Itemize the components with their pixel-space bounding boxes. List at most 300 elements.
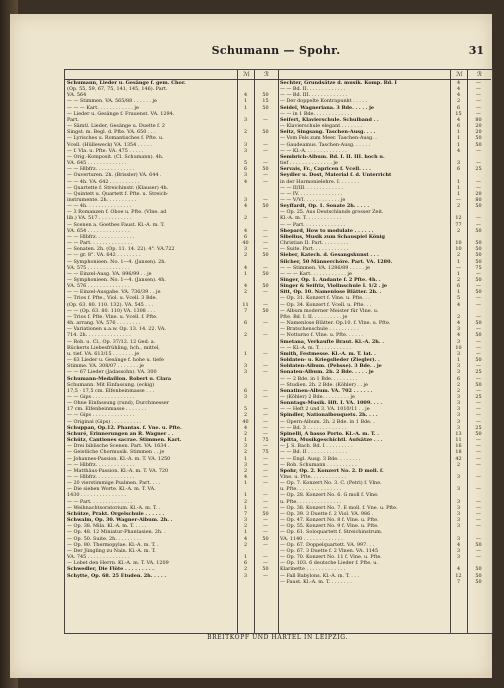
entry-price-pfennig: 50 bbox=[262, 203, 269, 210]
entry-price-marks: 3 bbox=[456, 338, 461, 345]
entry-title: — — Stimmen. VA. 1286/89 . . . . . je bbox=[280, 264, 370, 271]
pfennig-header: ℛ bbox=[254, 70, 278, 79]
entry-price-pfennig: — bbox=[476, 344, 481, 351]
entry-title: VA. 576 . . . . . . . . . . . . . . bbox=[67, 283, 130, 290]
entry-price-marks: 2 bbox=[243, 541, 248, 548]
entry-title: Soldaten- u. Kriegslieder (Ziegler). . bbox=[280, 357, 380, 364]
entry-title: — Der Jüngling zu Nain. Kl.-A. m. T. bbox=[67, 547, 156, 554]
entry-price-marks: 4 bbox=[243, 474, 248, 480]
entry-price-marks: 1 bbox=[456, 141, 461, 148]
entry-title: — Symphonieen. No. 1—4. (Jansen). 4h. bbox=[67, 277, 166, 283]
entry-price-pfennig: — bbox=[263, 541, 268, 548]
entry-title: — Weihnachtsoratorium. Kl.-A. m. T. . bbox=[67, 504, 161, 511]
entry-title: — Sämtl. Lieder, Gesänge u. Duette f. 2 bbox=[67, 123, 166, 130]
entry-price-pfennig: — bbox=[476, 504, 481, 511]
entry-title: Singer & Seifriz, Violinschule I. 1/2 . je bbox=[280, 283, 387, 290]
entry-price-pfennig: 75 bbox=[262, 437, 269, 444]
entry-price-pfennig: 80 bbox=[475, 196, 482, 203]
entry-title: 4h. arrang. VA. 576 . . . . . . . . bbox=[67, 320, 141, 327]
entry-price-marks: 5 bbox=[243, 160, 248, 167]
entry-price-pfennig: — bbox=[263, 504, 268, 511]
entry-price-marks: 3 bbox=[243, 116, 248, 123]
entry-title: VA. 564 bbox=[67, 92, 87, 99]
entry-price-marks: 4 bbox=[243, 227, 248, 234]
entry-price-pfennig: — bbox=[263, 264, 268, 271]
entry-price-pfennig: — bbox=[476, 375, 481, 382]
entry-price-pfennig: 75 bbox=[262, 449, 269, 456]
entry-price-marks: 3 bbox=[456, 554, 461, 561]
entry-title: VA. 745 . . . . . . . . . . . . . . bbox=[67, 554, 130, 561]
entry-price-marks: 3 bbox=[456, 535, 461, 542]
entry-title: — Op. 39. 3 Duette f. 2 Viol. VA. 986 . bbox=[280, 510, 374, 517]
entry-title: — Scenen a. Goethes Faust. Kl.-A. m. T. bbox=[67, 221, 165, 228]
entry-price-pfennig: — bbox=[263, 480, 268, 487]
entry-price-pfennig: — bbox=[263, 443, 268, 450]
entry-price-pfennig: — bbox=[476, 215, 481, 222]
entry-price-pfennig: 50 bbox=[262, 283, 269, 290]
entry-price-marks: 5 bbox=[456, 295, 461, 302]
entry-price-marks: 3 bbox=[456, 400, 461, 407]
entry-price-marks: 2 bbox=[456, 98, 461, 105]
entry-price-pfennig: 25 bbox=[475, 166, 482, 173]
entry-price-marks: 4 bbox=[243, 283, 248, 290]
entry-title: Seifert, Klavierschule. Schulband . . bbox=[280, 116, 379, 123]
entry-price-pfennig: 50 bbox=[475, 246, 482, 253]
entry-title: u. tief. VA. 613/15 . . . . . . . je bbox=[67, 350, 140, 357]
entry-price-pfennig: 50 bbox=[475, 277, 482, 283]
entry-title: Kl.-A. m. T. . . . . . . . . . . . bbox=[280, 215, 342, 222]
entry-price-pfennig: 50 bbox=[475, 578, 482, 585]
entry-price-pfennig: — bbox=[263, 461, 268, 468]
entry-price-pfennig: 50 bbox=[262, 92, 269, 99]
entry-price-pfennig: 25 bbox=[475, 393, 482, 400]
entry-price-marks: 3 bbox=[456, 406, 461, 413]
entry-title: — Lyrisches u. Romantisches f. Pfte. u. bbox=[67, 135, 164, 142]
entry-price-marks: 4 bbox=[243, 535, 248, 542]
entry-price-pfennig: — bbox=[476, 517, 481, 524]
entry-price-marks: 42 bbox=[455, 455, 462, 462]
entry-price-marks: 6 bbox=[456, 104, 461, 111]
entry-price-marks: 2 bbox=[456, 277, 461, 283]
entry-price-marks: 4 bbox=[456, 332, 461, 339]
entry-price-marks: 4 bbox=[456, 541, 461, 548]
entry-title: (Op. 63. 80. 110. 132). VA. 545 . . . bbox=[67, 301, 154, 308]
entry-title: 714. 2h. . . . . . . . . . . . . . . bbox=[67, 332, 131, 339]
entry-price-pfennig: — bbox=[263, 406, 268, 413]
entry-title: — — Kl.-A. . . . . . . . . . . . . . bbox=[280, 147, 347, 154]
entry-title: — — Stimmen. VA. 565/88 . . . . . . je bbox=[67, 98, 157, 105]
entry-price-pfennig: — bbox=[263, 227, 268, 234]
entry-price-pfennig: 50 bbox=[475, 141, 482, 148]
entry-title: — — 4h. . . . . . . . . . . . . . . bbox=[67, 203, 132, 210]
entry-price-marks: 6 bbox=[456, 123, 461, 130]
entry-title: — Matthäus-Passion. Kl.-A. m. T. VA. 720 bbox=[67, 467, 169, 474]
entry-title: Silcher, 50 Männerchöre. Part. VA. 1280. bbox=[280, 258, 393, 265]
entry-price-pfennig: — bbox=[263, 474, 268, 480]
entry-price-marks: 4 bbox=[456, 320, 461, 327]
entry-price-marks: 7 bbox=[243, 510, 248, 517]
entry-price-pfennig: 50 bbox=[475, 566, 482, 573]
entry-price-marks: 2 bbox=[243, 449, 248, 456]
entry-price-pfennig: — bbox=[263, 301, 268, 308]
left-column bbox=[65, 70, 279, 633]
entry-title: Schwalm, Op. 30. Wagner-Album. 2h. . bbox=[67, 517, 173, 524]
entry-title: — Quartette f. Streichinstr. (Klauser) 4h. bbox=[67, 184, 169, 191]
entry-title: Singst. m. Begl. d. Pfte. VA. 650 . . . bbox=[67, 129, 156, 136]
entry-price-pfennig: — bbox=[263, 196, 268, 203]
entry-price-pfennig: 50 bbox=[475, 381, 482, 388]
entry-title: Sembrich-Album. Bd. I. II. III. hoch u. bbox=[280, 153, 385, 160]
entry-price-pfennig: — bbox=[476, 363, 481, 370]
page-header bbox=[62, 44, 490, 60]
entry-price-pfennig: — bbox=[263, 172, 268, 179]
entry-title: VA. 645 . . . . . . . . . . . . . bbox=[67, 160, 127, 167]
entry-price-marks: 1 bbox=[243, 480, 248, 487]
entry-price-pfennig: — bbox=[476, 387, 481, 394]
entry-price-marks: — bbox=[456, 196, 461, 203]
entry-title: — — IV. . . . . . . . . . . . . . . bbox=[280, 190, 343, 197]
entry-title: — Op. 67. Doppelquartett. VA. 997. . . bbox=[280, 541, 374, 548]
entry-price-pfennig: — bbox=[263, 560, 268, 567]
entry-title: Sitt, Op. 10. Namenlose Blätter. 2h. . bbox=[280, 289, 382, 296]
entry-price-pfennig: — bbox=[263, 412, 268, 419]
entry-title: VA. 1140 . . . . . . . . . . . . . bbox=[280, 535, 343, 542]
entry-price-marks: 1 bbox=[243, 437, 248, 444]
entry-title: — — Part. . . . . . . . . . . . . . bbox=[280, 221, 346, 228]
pfennig-header: ℛ bbox=[467, 70, 491, 79]
entry-price-marks: 16 bbox=[455, 443, 462, 450]
entry-title: — — Part. . . . . . . . . . . . . . bbox=[67, 240, 133, 247]
entry-title: Spindler, Nationalbouquets. 2h. . . . bbox=[280, 412, 378, 419]
entry-price-marks: 3 bbox=[243, 196, 248, 203]
entry-title: — Rob. u. Cl., Op. 37/12. 12 Ged. a. bbox=[67, 338, 156, 345]
entry-price-pfennig: 20 bbox=[475, 190, 482, 197]
entry-price-marks: 4 bbox=[456, 116, 461, 123]
entry-price-pfennig: — bbox=[476, 283, 481, 290]
entry-title: — Suite. Part. . . . . . . . . . . . bbox=[280, 246, 349, 253]
entry-title: — Original (Gips) . . . . . . . . . . bbox=[67, 418, 142, 425]
entry-title: Schumann, Lieder u. Gesänge f. gem. Chor. bbox=[67, 80, 186, 86]
entry-price-marks: 3 bbox=[456, 363, 461, 370]
entry-title: Seydler u. Dost, Material f. d. Unterricht bbox=[280, 172, 392, 179]
entry-price-pfennig: — bbox=[263, 529, 268, 536]
entry-price-pfennig: — bbox=[476, 98, 481, 105]
entry-title: — Gaudeamus. Taschen-Ausg. . . . . . bbox=[280, 141, 371, 148]
entry-price-marks: 7 bbox=[243, 307, 248, 314]
entry-price-pfennig: — bbox=[263, 147, 268, 154]
entry-price-pfennig: — bbox=[476, 92, 481, 99]
entry-price-pfennig: — bbox=[263, 424, 268, 431]
entry-price-pfennig: — bbox=[263, 572, 268, 579]
entry-title: — 3 Romanzen f. Oboe u. Pfte. (Vlne. ad bbox=[67, 209, 167, 216]
entry-price-pfennig: 80 bbox=[475, 116, 482, 123]
entry-price-marks: 2 bbox=[243, 523, 248, 530]
entry-price-marks: 4 bbox=[456, 301, 461, 308]
entry-price-pfennig: — bbox=[263, 523, 268, 530]
entry-title: — — Gips . . . . . . . . . . . . . . bbox=[67, 393, 135, 400]
entry-title: — Orig.-Komposit. (Cl. Schumann). 4h. bbox=[67, 153, 164, 160]
entry-price-marks: 3 bbox=[456, 547, 461, 554]
entry-price-pfennig: — bbox=[476, 110, 481, 117]
entry-title: — — Bd. 3 . . . . . . . . . . . . . bbox=[280, 424, 347, 431]
catalog-entry bbox=[278, 579, 491, 585]
entry-price-marks: 6 bbox=[243, 560, 248, 567]
entry-price-marks: 10 bbox=[455, 246, 462, 253]
entry-title: — Trios f. Pfte., Viol. u. Vcell. 3 Bde. bbox=[67, 295, 158, 302]
entry-title: — — — Kart. . . . . . . . . . . . je bbox=[67, 104, 139, 111]
entry-price-marks: 2 bbox=[243, 332, 248, 339]
entry-title: Sechter, Grundsätze d. musik. Komp. Bd. I bbox=[280, 80, 397, 86]
entry-price-marks: 10 bbox=[455, 344, 462, 351]
entry-price-pfennig: — bbox=[476, 461, 481, 468]
entry-title: — Op. 25. Aus Deutschlands grosser Zeit. bbox=[280, 209, 384, 216]
entry-price-pfennig: 50 bbox=[475, 258, 482, 265]
entry-price-pfennig: — bbox=[476, 449, 481, 456]
entry-price-marks: 1 bbox=[243, 104, 248, 111]
entry-price-pfennig: — bbox=[476, 523, 481, 530]
entry-price-pfennig: — bbox=[476, 338, 481, 345]
entry-title: — — 2 Bde. in 1 Bde. . . . . . . . . bbox=[280, 375, 358, 382]
entry-price-marks: 3 bbox=[243, 141, 248, 148]
entry-price-marks: 2 bbox=[243, 467, 248, 474]
entry-title: — Trios f. Pfte. Vlne. u. Vcell. f. Pfte. bbox=[67, 313, 158, 320]
entry-title: — Op. 55. Konzert No. 9 f. Vlne. u. Pfte. bbox=[280, 523, 379, 530]
entry-price-marks: 2 bbox=[243, 430, 248, 437]
entry-price-pfennig: — bbox=[476, 510, 481, 517]
entry-title: — Bratschenschule . . . . . . . . . . bbox=[280, 326, 359, 333]
entry-price-marks: 1 bbox=[456, 178, 461, 185]
entry-title: — — (Op. 63. 80. 110) VA. 1308 . . . bbox=[67, 307, 156, 314]
entry-title: Sonatinen-Album. VA. 702 . . . . . . bbox=[280, 387, 373, 394]
entry-title: — Op. 38. Mila. Kl.-A. m. T. . . . . bbox=[67, 523, 147, 530]
entry-price-marks: 2 bbox=[243, 498, 248, 505]
entry-title: Spinelli, A basso Porto. Kl.-A. m. T. . bbox=[280, 430, 379, 437]
entry-price-pfennig: — bbox=[476, 418, 481, 425]
entry-price-marks: 3 bbox=[243, 443, 248, 450]
entry-price-marks: 3 bbox=[243, 393, 248, 400]
entry-price-marks: 2 bbox=[456, 227, 461, 234]
entry-title: — Op. 28. Konzert No. 6. G moll f. Vlne. bbox=[280, 492, 379, 499]
entry-price-marks: 1 bbox=[456, 258, 461, 265]
entry-title: 1430 . . . . . . . . . . . . . . . bbox=[67, 492, 127, 499]
entry-title: Pfte. Bd. I. II. . . . . . . . . . je bbox=[280, 313, 348, 320]
entry-price-marks: 4 bbox=[456, 92, 461, 99]
entry-title: — — Kl.-A. m. T. . . . . . . . . . . bbox=[280, 344, 351, 351]
entry-price-pfennig: — bbox=[263, 350, 268, 357]
entry-title: — — — Kart. . . . . . . . . . . . je bbox=[280, 270, 352, 277]
left-entries bbox=[65, 80, 278, 579]
entry-price-marks: 3 bbox=[456, 474, 461, 480]
entry-price-pfennig: 20 bbox=[475, 123, 482, 130]
entry-title: lib.) VA. 517 . . . . . . . . . . . bbox=[67, 215, 132, 222]
entry-price-marks: 1 bbox=[243, 554, 248, 561]
entry-price-marks: 1 bbox=[243, 504, 248, 511]
entry-title: — Rob. Schumann . . . . . . . . . . bbox=[280, 461, 357, 468]
entry-price-marks: 2 bbox=[456, 252, 461, 259]
entry-title: — Studien. 2h. 2 Bde. (Köhler) . . je bbox=[280, 381, 368, 388]
entry-price-marks: 2 bbox=[243, 215, 248, 222]
entry-price-marks: 3 bbox=[456, 424, 461, 431]
entry-price-pfennig: — bbox=[476, 80, 481, 86]
entry-title: Christian II. Part. . . . . . . . . bbox=[280, 240, 349, 247]
entry-price-pfennig: 50 bbox=[262, 510, 269, 517]
entry-price-marks: 3 bbox=[456, 498, 461, 505]
entry-price-marks: 3 bbox=[243, 517, 248, 524]
entry-price-pfennig: — bbox=[476, 486, 481, 493]
entry-title: — — Bd. II. . . . . . . . . . . . . bbox=[280, 86, 346, 93]
entry-title: Schumann. Mit Einfassung. (eckig) bbox=[67, 381, 155, 388]
entry-price-marks: 2 bbox=[243, 129, 248, 136]
entry-title: Part. bbox=[67, 116, 79, 123]
entry-price-pfennig: — bbox=[476, 406, 481, 413]
entry-title: 17,5 · 17,5 cm. Elfenbeinmasse . . . bbox=[67, 387, 155, 394]
entry-price-marks: 6 bbox=[243, 387, 248, 394]
entry-title: — Op. 7. Konzert No. 3. C. (Petri) f. Vlne. bbox=[280, 480, 382, 487]
entry-title: Schytte, Op. 68. 25 Etuden. 2h. . . . . bbox=[67, 572, 167, 579]
entry-title: — Quintett u. Quartett f. Pfte. u. Streich- bbox=[67, 190, 169, 197]
entry-title: — Op. 31. Konzert f. Vlne. u. Pfte. . . bbox=[280, 295, 370, 302]
entry-price-pfennig: 50 bbox=[262, 252, 269, 259]
entry-price-marks: 2 bbox=[456, 381, 461, 388]
entry-title: Sieber, Katech. d. Gesangskunst . . . bbox=[280, 252, 379, 259]
entry-price-pfennig: — bbox=[263, 430, 268, 437]
entry-price-marks: 2 bbox=[456, 461, 461, 468]
entry-price-marks: 1 bbox=[243, 455, 248, 462]
entry-price-pfennig: — bbox=[476, 437, 481, 444]
entry-price-marks: 6 bbox=[456, 166, 461, 173]
entry-price-marks: 1 bbox=[243, 270, 248, 277]
entry-price-marks: 4 bbox=[243, 424, 248, 431]
entry-price-marks: 40 bbox=[242, 418, 249, 425]
entry-price-pfennig: — bbox=[263, 160, 268, 167]
entry-title: Seidel, Wagneriana. 3 Bde. . . . . je bbox=[280, 104, 375, 111]
entry-price-marks: 1 bbox=[456, 129, 461, 136]
entry-title: — Sonaten. 2h. (Op. 11. 14. 22). 4°. VA.722 bbox=[67, 246, 175, 253]
entry-title: — Op. 50. Suite. 2h. . . . . . . . . bbox=[67, 535, 142, 542]
entry-title: Rückerts Liebesfrühling, hch., mittel, bbox=[67, 344, 160, 351]
entry-title: — Lobet den Herrn. Kl.-A. m. T. VA. 1209 bbox=[67, 560, 169, 567]
entry-title: (Op. 55, 59, 67, 75, 141, 145, 146). Part. bbox=[67, 86, 168, 93]
entry-price-marks: 1 bbox=[243, 98, 248, 105]
entry-price-marks: 6 bbox=[243, 166, 248, 173]
entry-price-marks: 3 bbox=[456, 369, 461, 376]
entry-title: — Fall Babylons. Kl.-A. m. T. . . . bbox=[280, 572, 360, 579]
entry-title: — Klavierschule elegant . . . . . . . bbox=[280, 123, 362, 130]
entry-price-marks: 1 bbox=[243, 492, 248, 499]
entry-price-marks: 3 bbox=[243, 147, 248, 154]
entry-title: — Op. 67. 3 Duette f. 2 Vlnen. VA. 1145 bbox=[280, 547, 379, 554]
entry-price-pfennig: 50 bbox=[262, 566, 269, 573]
right-column bbox=[278, 70, 491, 633]
entry-price-pfennig: 50 bbox=[262, 104, 269, 111]
entry-price-marks: 6 bbox=[243, 320, 248, 327]
entry-price-pfennig: — bbox=[263, 332, 268, 339]
entry-price-pfennig: 50 bbox=[475, 203, 482, 210]
entry-title: — — Gips . . . . . . . . . . . . . . bbox=[67, 412, 135, 419]
entry-price-marks: 2 bbox=[456, 203, 461, 210]
right-column-header bbox=[278, 70, 491, 80]
entry-price-pfennig: — bbox=[476, 535, 481, 542]
entry-price-pfennig: 50 bbox=[475, 252, 482, 259]
entry-price-pfennig: — bbox=[476, 443, 481, 450]
entry-price-pfennig: — bbox=[263, 141, 268, 148]
entry-title: u. Pfte. . . . . . . . . . . . . . . bbox=[280, 486, 342, 493]
entry-title: Spohr, Op. 2. Konzert No. 2. D moll. f. bbox=[280, 467, 384, 474]
entry-price-pfennig: 25 bbox=[475, 424, 482, 431]
entry-title: — Op. 80. Thermopylae. Kl.-A. m. T. . bbox=[67, 541, 159, 548]
entry-title: Vlne. u. Pfte. . . . . . . . . . . . bbox=[280, 474, 347, 480]
entry-price-pfennig: 50 bbox=[475, 572, 482, 579]
entry-title: Schwedler, Die Flöte . . . . . . . . . bbox=[67, 566, 154, 573]
entry-title: — Ouverturen. 2h. (Brissler) VA. 644 . bbox=[67, 172, 162, 179]
entry-price-pfennig: — bbox=[263, 498, 268, 505]
page-number: 31 bbox=[468, 44, 484, 57]
entry-title: — Vom Fels zum Meer. Taschen-Ausg. . bbox=[280, 135, 377, 142]
entry-title: VA. 575 . . . . . . . . . . . . . . bbox=[67, 264, 130, 271]
entry-price-pfennig: — bbox=[476, 86, 481, 93]
entry-price-pfennig: 20 bbox=[475, 129, 482, 136]
entry-title: Shepard, How to modulate . . . . . . bbox=[280, 227, 374, 234]
entry-price-marks: 10 bbox=[455, 240, 462, 247]
entry-title: tief . . . . . . . . . . . . . . je bbox=[280, 160, 338, 167]
entry-title: — Op. 34. Konzert f. Vcell. u. Pfte. . . bbox=[280, 301, 372, 308]
entry-title: — Op. 70. Konzert No. 11 f. Vlne. u. Pfte. bbox=[280, 554, 382, 561]
entry-price-pfennig: — bbox=[476, 498, 481, 505]
entry-title: Schuré, Erinnerungen an R. Wagner . . bbox=[67, 430, 174, 437]
entry-price-pfennig: 50 bbox=[475, 430, 482, 437]
entry-price-marks: 3 bbox=[243, 172, 248, 179]
entry-price-pfennig: — bbox=[263, 320, 268, 327]
entry-price-marks: 2 bbox=[243, 412, 248, 419]
entry-price-pfennig: — bbox=[263, 369, 268, 376]
entry-price-pfennig: 50 bbox=[262, 270, 269, 277]
entry-title: — Opern-Album. 2h. 2 Bde. in 1 Bde. . bbox=[280, 418, 375, 425]
entry-title: — Symphonieen. No. 1—4. (Jansen). 2h. bbox=[67, 258, 166, 265]
entry-price-pfennig: — bbox=[476, 295, 481, 302]
catalog-entry bbox=[65, 573, 278, 579]
right-entries bbox=[278, 80, 491, 585]
entry-title: — Johannes-Passion. Kl.-A. m. T. VA. 1250 bbox=[67, 455, 171, 462]
page-title: Schumann — Spohr. bbox=[211, 44, 341, 57]
entry-price-marks: 12 bbox=[455, 215, 462, 222]
entry-price-pfennig: 25 bbox=[475, 369, 482, 376]
entry-price-marks: 1 bbox=[456, 184, 461, 191]
entry-price-pfennig: — bbox=[263, 554, 268, 561]
entry-price-pfennig: 50 bbox=[262, 307, 269, 314]
entry-price-marks: 1 bbox=[456, 357, 461, 364]
entry-price-marks: 3 bbox=[456, 350, 461, 357]
entry-title: — — gr. 8°. VA. 642 . . . . . . . . bbox=[67, 252, 141, 259]
entry-price-pfennig: 50 bbox=[475, 332, 482, 339]
entry-price-pfennig: — bbox=[476, 160, 481, 167]
entry-title: u. Pfte. . . . . . . . . . . . . . . bbox=[280, 498, 342, 505]
entry-price-marks: — bbox=[456, 264, 461, 271]
entry-price-marks: 11 bbox=[455, 437, 462, 444]
entry-price-marks: 4 bbox=[243, 203, 248, 210]
entry-price-pfennig: — bbox=[263, 246, 268, 253]
entry-title: — — Bd. II . . . . . . . . . . . . . bbox=[280, 449, 348, 456]
entry-price-pfennig: — bbox=[476, 412, 481, 419]
entry-title: — — Hlbfrz. . . . . . . . . . . . . bbox=[67, 233, 135, 240]
entry-price-pfennig: — bbox=[263, 393, 268, 400]
entry-price-marks: 1 bbox=[456, 135, 461, 142]
entry-title: Servais, Fr., Capricen f. Vcell. . . . bbox=[280, 166, 371, 173]
entry-price-marks: 2 bbox=[456, 387, 461, 394]
entry-title: in der Harmonielehre. I. . . . . . . bbox=[280, 178, 359, 185]
entry-price-marks: 7 bbox=[456, 578, 461, 585]
entry-title: — — Hlbfrz. . . . . . . . . . . . . bbox=[67, 166, 135, 173]
entry-price-marks: 1 bbox=[456, 270, 461, 277]
